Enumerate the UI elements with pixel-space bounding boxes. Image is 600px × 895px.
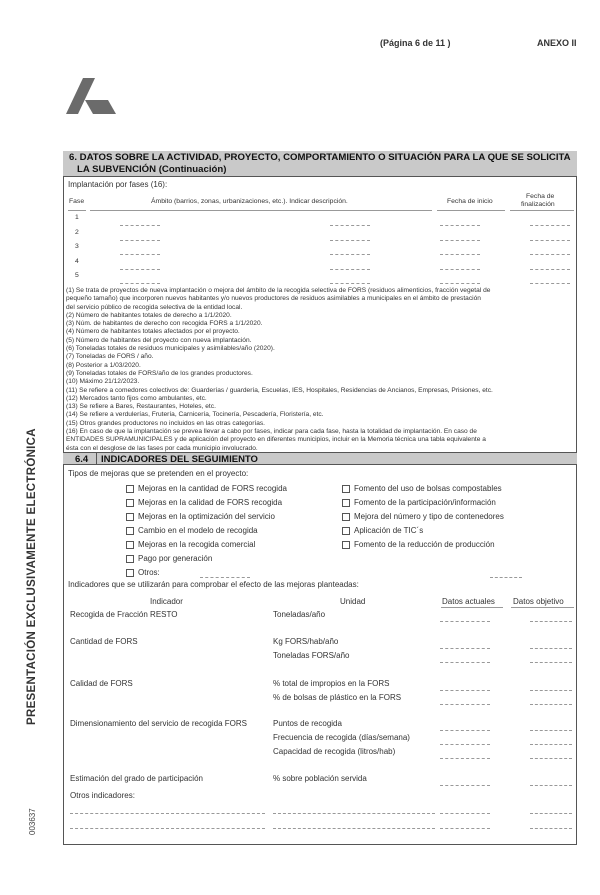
checkbox-icon[interactable] — [126, 527, 134, 535]
otros-indicadores-label: Otros indicadores: — [70, 791, 135, 800]
electronic-only-text: PRESENTACIÓN EXCLUSIVAMENTE ELECTRÓNICA — [26, 428, 38, 725]
junta-logo-icon — [66, 78, 116, 118]
mejora-label: Fomento de la reducción de producción — [354, 540, 495, 549]
phase-inicio-field[interactable] — [440, 254, 480, 255]
phase-fin-field[interactable] — [530, 283, 570, 284]
mejora-label: Aplicación de TIC´s — [354, 526, 424, 535]
otros-actuales-field[interactable] — [440, 828, 490, 829]
checkbox-icon[interactable] — [126, 541, 134, 549]
footnote-line: (16) En caso de que la implantación se prevea llevar a cabo por fases, indicar para cada fase, hasta la totalidad de implantación. En caso de — [66, 428, 477, 436]
checkbox-icon[interactable] — [126, 485, 134, 493]
section64-header — [63, 452, 577, 465]
datos-objetivo-field[interactable] — [530, 690, 572, 691]
footnote-line: ésta con el desglose de las fases por cada municipio involucrado. — [66, 444, 258, 452]
mejora-checkbox-right[interactable] — [342, 512, 504, 521]
mejora-label: Mejoras en la optimización del servicio — [138, 512, 275, 521]
indicator-unit: Frecuencia de recogida (días/semana) — [273, 733, 410, 742]
indicator-unit: % total de impropios en la FORS — [273, 679, 390, 688]
footnote-line: (9) Toneladas totales de FORS/año de los grandes productores. — [66, 369, 253, 377]
datos-objetivo-field[interactable] — [530, 785, 572, 786]
footnote-line: pequeño tamaño) que incorporen nuevos habitantes y/o nuevos productores de residuos asimilables a municipales en el ámbito de prestación — [66, 295, 481, 303]
footnote-line: ENTIDADES SUPRAMUNICIPALES y de aplicación del proyecto en diferentes municipios, incluir en la Memoria técnica una tabla equivalente a — [66, 436, 486, 444]
section6-header — [63, 151, 577, 177]
footnote-line: (10) Máximo 21/12/2023. — [66, 378, 140, 386]
mejora-checkbox-left[interactable] — [126, 568, 160, 577]
mejora-checkbox-left[interactable] — [126, 484, 287, 493]
datos-actuales-field[interactable] — [440, 704, 490, 705]
checkbox-icon[interactable] — [342, 541, 350, 549]
section64-title: INDICADORES DEL SEGUIMIENTO — [101, 454, 258, 465]
checkbox-icon[interactable] — [126, 569, 134, 577]
footnote-line: (1) Se trata de proyectos de nueva implantación o mejora del ámbito de la recogida selectiva de FORS (residuos alimenticios, fracción vegetal de — [66, 287, 491, 294]
col-ambito: Ámbito (barrios, zonas, urbanizaciones, etc.). Indicar descripción. — [151, 198, 348, 205]
footnote-line: (5) Número de habitantes del proyecto con nueva implantación. — [66, 336, 252, 344]
footnote-line: (3) Núm. de habitantes de derecho con recogida FORS a 1/1/2020. — [66, 320, 263, 328]
datos-objetivo-field[interactable] — [530, 621, 572, 622]
mejora-checkbox-left[interactable] — [126, 554, 212, 563]
phase-ambito-field-2[interactable] — [330, 283, 370, 284]
col-fecha-fin-1: Fecha de — [526, 193, 555, 200]
indicator-unit: % sobre población servida — [273, 774, 367, 783]
datos-objetivo-field[interactable] — [530, 744, 572, 745]
datos-actuales-field[interactable] — [440, 758, 490, 759]
footnote-line: (12) Mercados tanto fijos como ambulantes, etc. — [66, 394, 207, 402]
phase-ambito-field[interactable] — [120, 225, 160, 226]
phase-fin-field[interactable] — [530, 240, 570, 241]
phase-fin-field[interactable] — [530, 225, 570, 226]
annex-label: ANEXO II — [537, 38, 577, 48]
indicator-unit: % de bolsas de plástico en la FORS — [273, 693, 402, 702]
phase-inicio-field[interactable] — [440, 240, 480, 241]
checkbox-icon[interactable] — [342, 485, 350, 493]
mejora-checkbox-left[interactable] — [126, 540, 255, 549]
datos-actuales-field[interactable] — [440, 621, 490, 622]
footnotes — [66, 287, 574, 453]
footnote-line: (13) Se refiere a Bares, Restaurantes, Hoteles, etc. — [66, 403, 216, 411]
phase-ambito-field[interactable] — [120, 269, 160, 270]
phase-number: 5 — [75, 272, 79, 279]
indicator-name: Dimensionamiento del servicio de recogida FORS — [70, 719, 247, 728]
footnote-line: del servicio público de recogida selectiva de la entidad local. — [66, 303, 243, 311]
phases-label: Implantación por fases (16): — [68, 180, 168, 189]
section64-number: 6.4 — [75, 454, 89, 465]
otros-field[interactable] — [200, 577, 250, 578]
mejora-label: Mejora del número y tipo de contenedores — [354, 512, 504, 521]
otros-unidad-field[interactable] — [273, 828, 435, 829]
mejora-checkbox-right[interactable] — [342, 540, 495, 549]
checkbox-icon[interactable] — [126, 555, 134, 563]
indicator-unit: Toneladas/año — [273, 610, 326, 619]
phase-number: 2 — [75, 228, 79, 236]
datos-actuales-field[interactable] — [440, 662, 490, 663]
phase-fin-field[interactable] — [530, 254, 570, 255]
datos-objetivo-field[interactable] — [530, 730, 572, 731]
otros-unidad-field[interactable] — [273, 813, 435, 814]
phase-inicio-field[interactable] — [440, 283, 480, 284]
col-fecha-inicio: Fecha de inicio — [447, 198, 493, 205]
datos-objetivo-field[interactable] — [530, 758, 572, 759]
footnote-line: (6) Toneladas totales de residuos municipales y asimilables/año (2020). — [66, 345, 275, 353]
phase-fin-field[interactable] — [530, 269, 570, 270]
mejora-checkbox-right[interactable] — [342, 526, 423, 535]
phase-ambito-field[interactable] — [120, 240, 160, 241]
col-datos-objetivo: Datos objetivo — [513, 597, 564, 606]
datos-actuales-field[interactable] — [440, 785, 490, 786]
mejora-label: Fomento de la participación/información — [354, 498, 496, 507]
phase-ambito-field[interactable] — [120, 283, 160, 284]
checkbox-icon[interactable] — [126, 513, 134, 521]
datos-actuales-field[interactable] — [440, 648, 490, 649]
datos-actuales-field[interactable] — [440, 744, 490, 745]
footnote-line: (2) Número de habitantes totales de derecho a 1/1/2020. — [66, 311, 232, 319]
col-fecha-fin-2: finalización — [521, 201, 555, 208]
mejora-label: Mejoras en la cantidad de FORS recogida — [138, 484, 287, 493]
indicator-unit: Capacidad de recogida (litros/hab) — [273, 747, 396, 756]
otros-indicador-field[interactable] — [70, 813, 265, 814]
mejora-checkbox-right[interactable] — [342, 484, 502, 493]
footnote-line: (8) Posterior a 1/03/2020. — [66, 361, 141, 369]
otros-objetivo-field[interactable] — [530, 813, 572, 814]
indicator-name: Calidad de FORS — [70, 679, 133, 688]
footnote-line: (7) Toneladas de FORS / año. — [66, 353, 154, 361]
phase-ambito-field[interactable] — [120, 254, 160, 255]
col-fase: Fase — [69, 198, 85, 205]
phase-number: 4 — [75, 257, 79, 265]
datos-actuales-field[interactable] — [440, 730, 490, 731]
phase-ambito-field-2[interactable] — [330, 269, 370, 270]
phase-inicio-field[interactable] — [440, 269, 480, 270]
phase-ambito-field-2[interactable] — [330, 254, 370, 255]
otros-objetivo-field[interactable] — [530, 828, 572, 829]
mejora-label: Mejoras en la calidad de FORS recogida — [138, 498, 283, 507]
checkbox-icon[interactable] — [342, 499, 350, 507]
otros-indicador-field[interactable] — [70, 828, 265, 829]
indicator-name: Estimación del grado de participación — [70, 774, 203, 783]
footnote-line: (15) Otros grandes productores no incluidos en las otras categorías. — [66, 419, 266, 427]
mejora-label: Mejoras en la recogida comercial — [138, 540, 256, 549]
indicator-name: Cantidad de FORS — [70, 637, 138, 646]
mejora-checkbox-left[interactable] — [126, 526, 258, 535]
col-unidad: Unidad — [340, 597, 366, 606]
mejora-checkbox-left[interactable] — [126, 512, 275, 521]
mejora-label: Cambio en el modelo de recogida — [138, 526, 258, 535]
checkbox-icon[interactable] — [126, 499, 134, 507]
mejoras-label: Tipos de mejoras que se pretenden en el proyecto: — [68, 469, 249, 478]
checkbox-icon[interactable] — [342, 527, 350, 535]
datos-objetivo-field[interactable] — [530, 648, 572, 649]
phase-number: 1 — [75, 214, 79, 221]
side-label — [26, 425, 46, 725]
section6-title-2: LA SUBVENCIÓN (Continuación) — [77, 164, 227, 175]
phase-inicio-field[interactable] — [440, 225, 480, 226]
footnote-line: (14) Se refiere a verdulerías, Frutería, Carnicería, Tocinería, Pescadería, Floristería, etc. — [66, 411, 324, 419]
page-number: (Página 6 de 11 ) — [380, 38, 451, 48]
mejora-label: Otros: — [138, 568, 160, 577]
indicator-unit: Kg FORS/hab/año — [273, 637, 339, 646]
section6-title-1: 6. DATOS SOBRE LA ACTIVIDAD, PROYECTO, COMPORTAMIENTO O SITUACIÓN PARA LA QUE SE SOLICITA — [69, 152, 571, 163]
form-code-text: 003637 — [28, 808, 37, 835]
col-indicador: Indicador — [150, 597, 183, 606]
mejora-checkbox-left[interactable] — [126, 498, 282, 507]
indicator-unit: Puntos de recogida — [273, 719, 342, 728]
indicator-name: Recogida de Fracción RESTO — [70, 610, 178, 619]
footnote-line: (11) Se refiere a comedores colectivos de: Guarderías / guardería, Escuelas, IES, Hospitales, Residencias de Ancianos, Empresas, Prisiones, etc. — [66, 386, 493, 394]
col-datos-actuales: Datos actuales — [442, 597, 495, 606]
mejora-checkbox-right[interactable] — [342, 498, 496, 507]
datos-objetivo-field[interactable] — [530, 662, 572, 663]
indicadores-label: Indicadores que se utilizarán para comprobar el efecto de las mejoras planteadas: — [68, 580, 359, 589]
datos-actuales-field[interactable] — [440, 690, 490, 691]
phase-number: 3 — [75, 243, 79, 250]
phase-ambito-field-2[interactable] — [330, 240, 370, 241]
datos-objetivo-field[interactable] — [530, 704, 572, 705]
mejora-label: Pago por generación — [138, 554, 213, 563]
otros-actuales-field[interactable] — [440, 813, 490, 814]
footnote-line: (4) Número de habitantes totales afectados por el proyecto. — [66, 328, 240, 336]
indicator-unit: Toneladas FORS/año — [273, 651, 350, 660]
phase-ambito-field-2[interactable] — [330, 225, 370, 226]
checkbox-icon[interactable] — [342, 513, 350, 521]
form-code — [28, 785, 42, 845]
mejora-label: Fomento del uso de bolsas compostables — [354, 484, 502, 493]
